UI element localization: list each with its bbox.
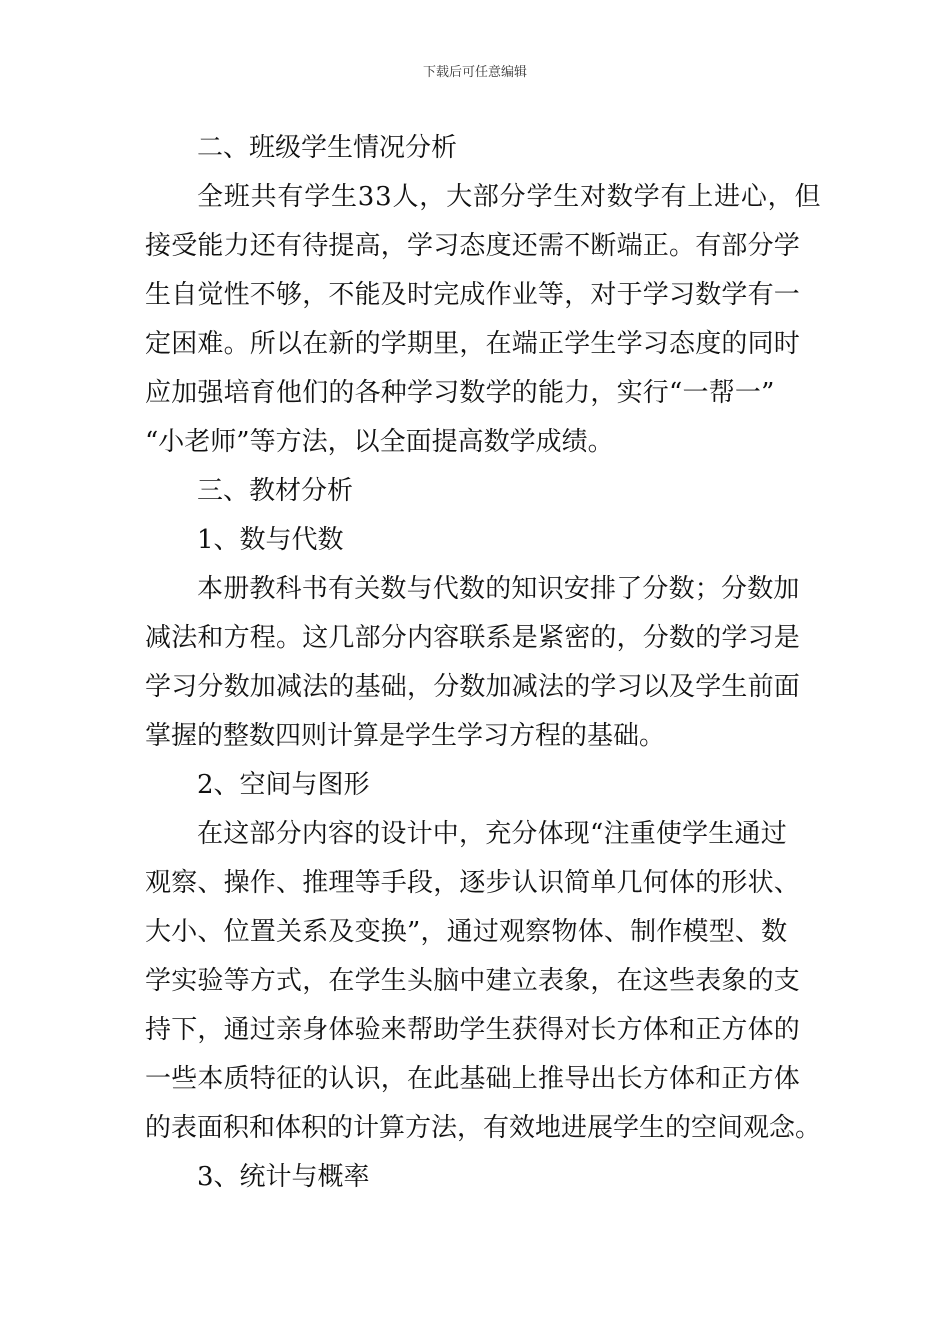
paragraph-line: 定困难。所以在新的学期里，在端正学生学习态度的同时 xyxy=(145,329,801,359)
paragraph-line: 应加强培育他们的各种学习数学的能力，实行“一帮一” xyxy=(145,378,775,408)
paragraph-line: 的表面积和体积的计算方法，有效地进展学生的空间观念。 xyxy=(145,1113,822,1143)
paragraph-line: 在这部分内容的设计中，充分体现“注重使学生通过 xyxy=(197,819,787,849)
paragraph-line: 大小、位置关系及变换”，通过观察物体、制作模型、数 xyxy=(145,917,788,947)
paragraph-line: 接受能力还有待提高，学习态度还需不断端正。有部分学 xyxy=(145,231,801,261)
paragraph-line: 掌握的整数四则计算是学生学习方程的基础。 xyxy=(145,721,666,751)
paragraph-line: 学实验等方式，在学生头脑中建立表象，在这些表象的支 xyxy=(145,966,801,996)
section-heading-student-analysis: 二、班级学生情况分析 xyxy=(197,133,458,163)
paragraph-line: 全班共有学生33人，大部分学生对数学有上进心，但 xyxy=(197,182,822,212)
paragraph-line: 减法和方程。这几部分内容联系是紧密的，分数的学习是 xyxy=(145,623,801,653)
section-heading-textbook-analysis: 三、教材分析 xyxy=(197,476,354,506)
paragraph-line: 观察、操作、推理等手段，逐步认识简单几何体的形状、 xyxy=(145,868,801,898)
paragraph-line: 本册教科书有关数与代数的知识安排了分数；分数加 xyxy=(197,574,800,604)
subsection-heading-space-geometry: 2、空间与图形 xyxy=(197,770,370,800)
paragraph-line: 持下，通过亲身体验来帮助学生获得对长方体和正方体的 xyxy=(145,1015,801,1045)
page-header: 下载后可任意编辑 xyxy=(422,65,527,80)
subsection-heading-statistics-probability: 3、统计与概率 xyxy=(197,1162,370,1192)
paragraph-line: 学习分数加减法的基础，分数加减法的学习以及学生前面 xyxy=(145,672,801,702)
paragraph-line: 一些本质特征的认识，在此基础上推导出长方体和正方体 xyxy=(145,1064,801,1094)
paragraph-line: 生自觉性不够，不能及时完成作业等，对于学习数学有一 xyxy=(145,280,801,310)
subsection-heading-numbers-algebra: 1、数与代数 xyxy=(197,525,344,555)
paragraph-line: “小老师”等方法，以全面提高数学成绩。 xyxy=(145,427,614,457)
document-body xyxy=(145,124,822,1202)
